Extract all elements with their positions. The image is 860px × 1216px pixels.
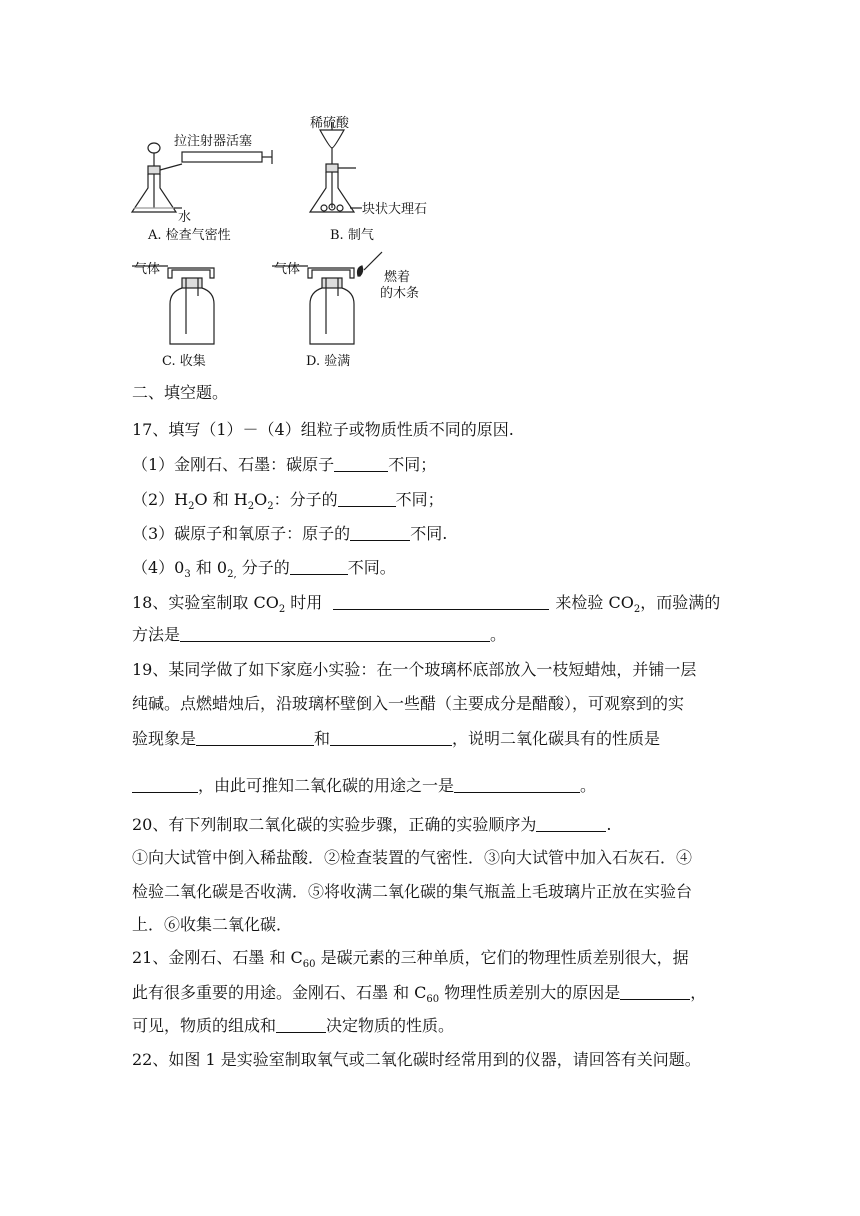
q17-item-3: （3）碳原子和氧原子：原子的 不同. [132, 524, 448, 543]
q21-line-2: 此有很多重要的用途。金刚石、石墨 和 $C_{60}$ 物理性质差别大的原因是 ， [132, 983, 707, 1006]
q19-line-2: 纯碱。点燃蜡烛后，沿玻璃杯壁倒入一些醋（主要成分是醋酸），可观察到的实 [132, 694, 685, 713]
q21-line-1: 21、金刚石、石墨 和 $C_{60}$ 是碳元素的三种单质，它们的物理性质差别很大，据 [132, 948, 689, 971]
acid-label: 稀硫酸 [310, 116, 350, 131]
q21-blank-2[interactable] [276, 1018, 326, 1033]
q18-blank-1[interactable] [333, 595, 549, 610]
marble-label: 块状大理石 [362, 202, 428, 217]
stick-label-1: 燃着 [384, 270, 411, 285]
q19-blank-4[interactable] [454, 778, 580, 793]
q18-blank-2[interactable] [180, 627, 490, 642]
q20-line-4: 上．⑥收集二氧化碳． [132, 915, 293, 934]
gas-label-d: 气体 [274, 262, 301, 277]
q19-line-1: 19、某同学做了如下家庭小实验：在一个玻璃杯底部放入一枝短蜡烛，并铺一层 [132, 660, 697, 679]
q19-blank-3[interactable] [132, 778, 198, 793]
gas-label-c: 气体 [134, 262, 161, 277]
q20-line-3: 检验二氧化碳是否收满．⑤将收满二氧化碳的集气瓶盖上毛玻璃片正放在实验台 [132, 882, 693, 901]
caption-a: A. 检查气密性 [148, 228, 231, 243]
q17-item-1: （1）金刚石、石墨：碳原子 不同； [132, 455, 437, 474]
bottle-c-drawing [132, 266, 214, 344]
caption-b: B. 制气 [330, 228, 374, 243]
q20-blank[interactable] [536, 817, 606, 832]
q18-line-2: 方法是 。 [132, 625, 507, 644]
q19-line-4: ，由此可推知二氧化碳的用途之一是 。 [132, 773, 596, 796]
q22-line-1: 22、如图 1 是实验室制取氧气或二氧化碳时经常用到的仪器，请回答有关问题。 [132, 1050, 701, 1069]
q17-1-blank[interactable] [334, 457, 388, 472]
flask-b-drawing [310, 122, 362, 212]
q19-blank-2[interactable] [330, 731, 452, 746]
q17-item-4: $(4)0_3$ 和 $0_{2,}$ 分子的 不同。 [132, 558, 396, 581]
q20-line-1: 20、有下列制取二氧化碳的实验步骤，正确的实验顺序为 . [132, 815, 612, 834]
caption-d: D. 验满 [306, 354, 351, 369]
q21-blank-1[interactable] [620, 985, 690, 1000]
stick-label-2: 的木条 [380, 286, 420, 301]
q19-line-3: 验现象是 和 ，说明二氧化碳具有的性质是 [132, 729, 661, 748]
syringe-label: 拉注射器活塞 [174, 134, 253, 149]
flask-a-drawing [132, 143, 272, 212]
q18-line-1: 18、实验室制取 $CO_2$ 时用 来检验 $CO_2$，而验满的 [132, 593, 721, 616]
q17-3-blank[interactable] [350, 526, 410, 541]
q21-line-3: 可见，物质的组成和 决定物质的性质。 [132, 1016, 455, 1035]
water-label: 水 [178, 210, 192, 225]
q17-item-2: $(2)H_2O$ 和 $H_2O_2$：分子的 不同； [132, 490, 444, 513]
section-heading: 二、填空题。 [132, 383, 229, 402]
q17-2-blank[interactable] [338, 492, 396, 507]
q17-stem: 17、填写（1）－（4）组粒子或物质性质不同的原因. [132, 420, 514, 439]
q20-line-2: ①向大试管中倒入稀盐酸．②检查装置的气密性．③向大试管中加入石灰石．④ [132, 848, 693, 867]
q19-blank-1[interactable] [196, 731, 314, 746]
caption-c: C. 收集 [162, 354, 206, 369]
q17-4-blank[interactable] [290, 560, 348, 575]
